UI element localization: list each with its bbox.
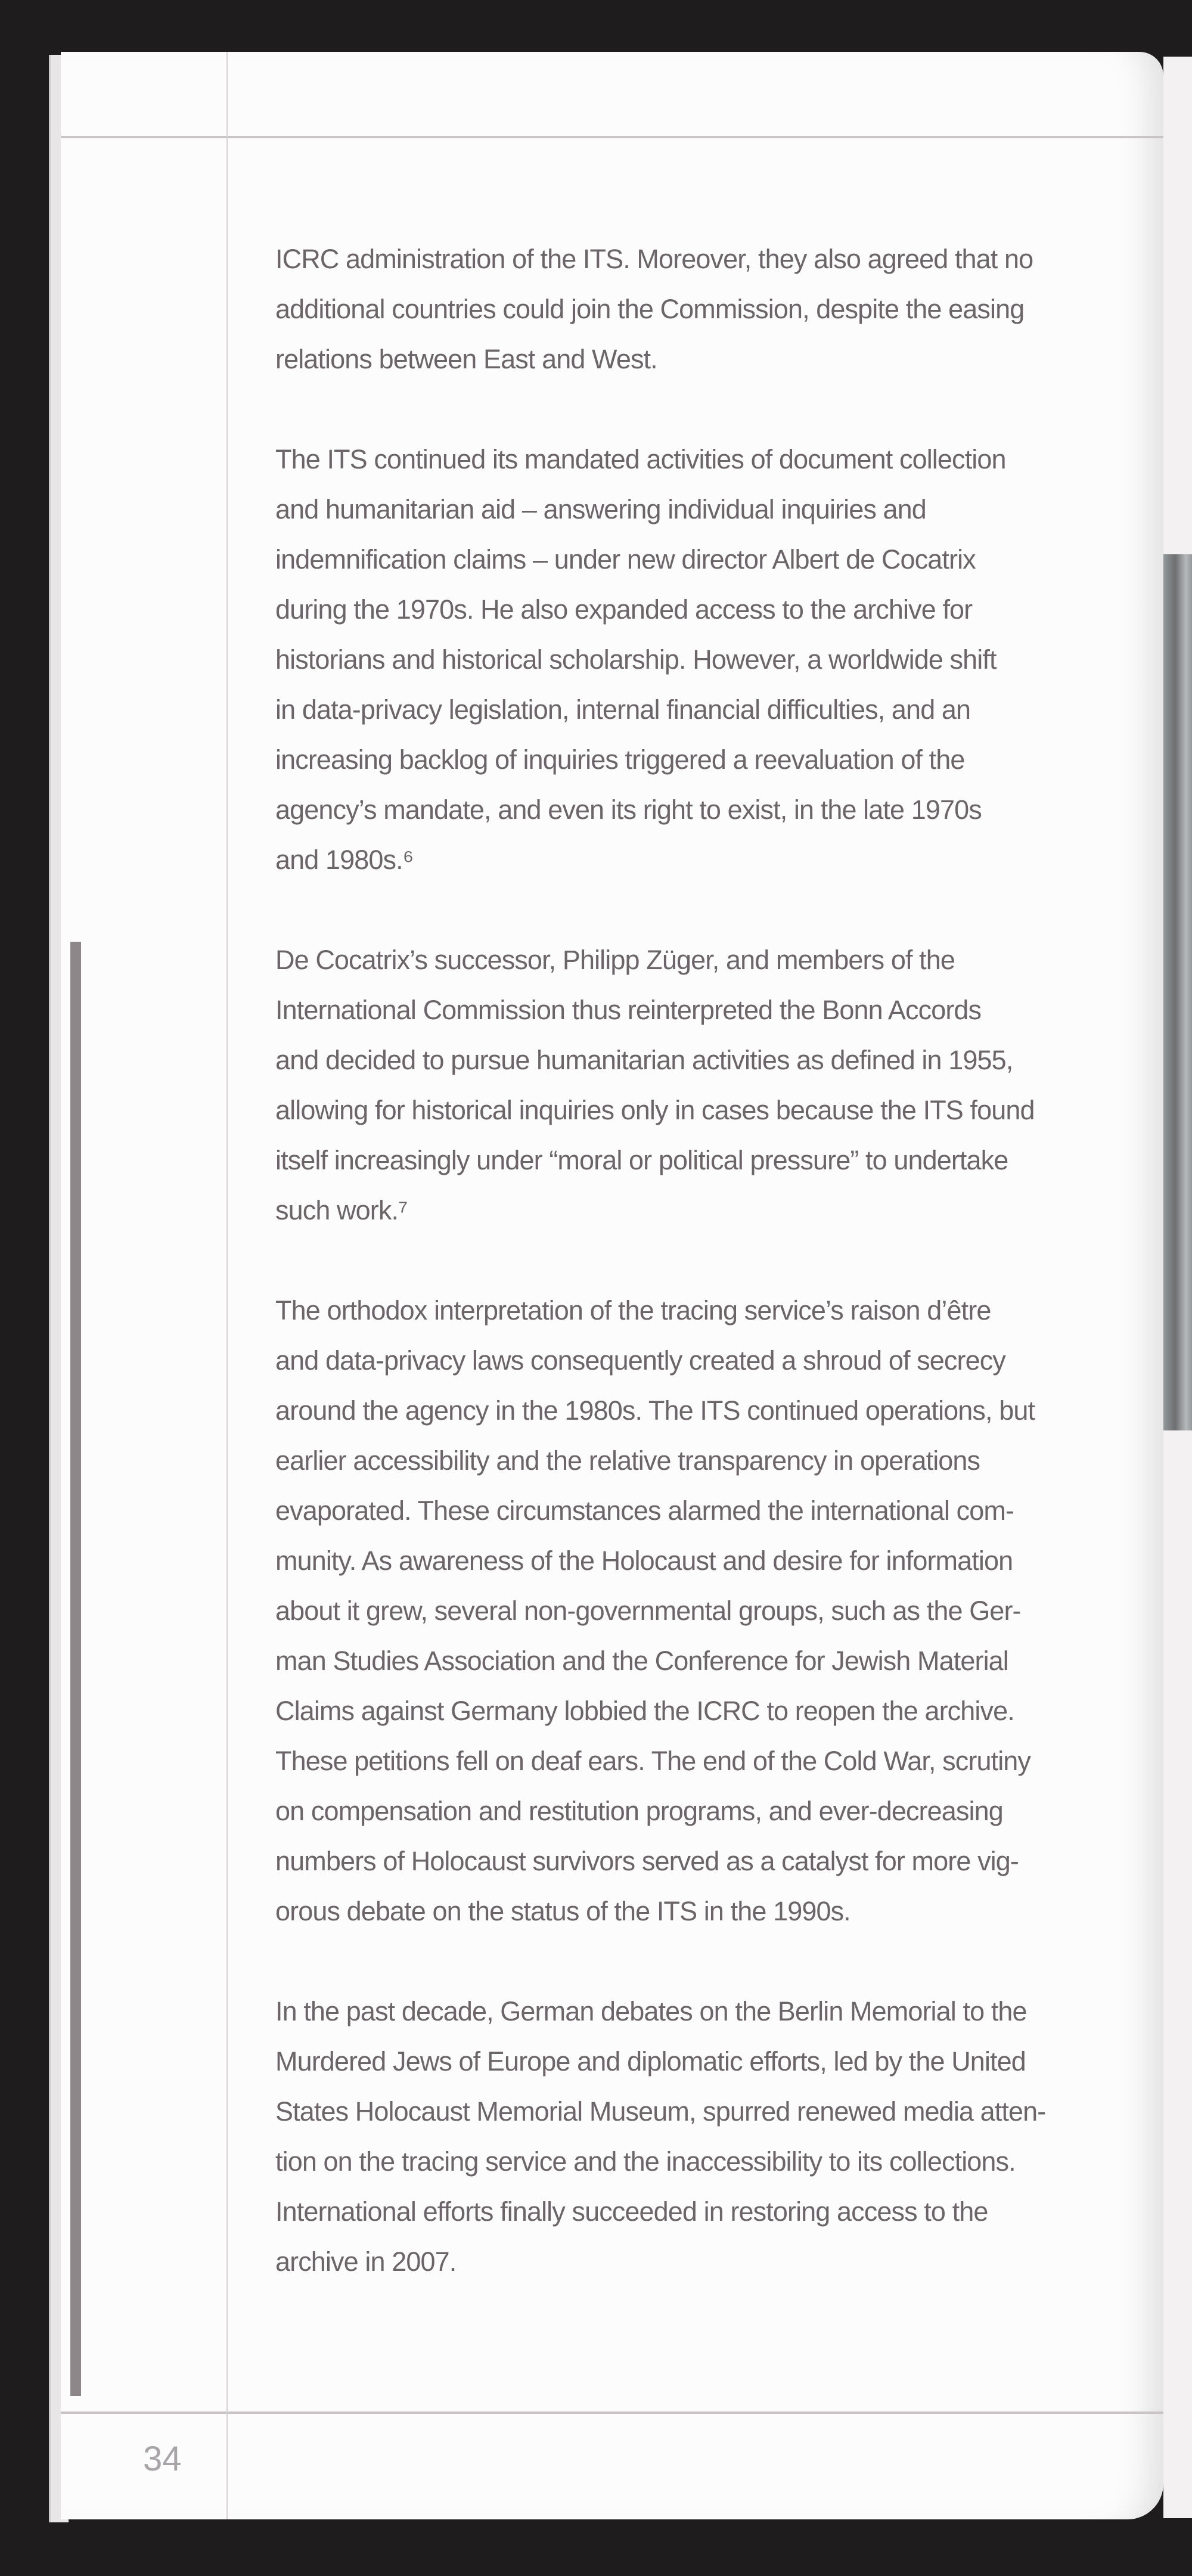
text-line: additional countries could join the Commission, despite the easing [275, 294, 1025, 324]
page-edge-shade [70, 942, 81, 2396]
text-line: around the agency in the 1980s. The ITS continued operations, but [275, 1395, 1035, 1426]
body-text [275, 234, 1157, 2337]
text-line: ICRC administration of the ITS. Moreover, they also agreed that no [275, 244, 1033, 274]
text-line: earlier accessibility and the relative transparency in operations [275, 1445, 980, 1476]
text-line: In the past decade, German debates on the Berlin Memorial to the [275, 1996, 1027, 2026]
page-number: 34 [143, 2440, 182, 2478]
text-line: increasing backlog of inquiries triggered a reevaluation of the [275, 744, 965, 775]
margin-rule [226, 52, 228, 2519]
text-line: historians and historical scholarship. However, a worldwide shift [275, 644, 997, 675]
paragraph [275, 1987, 1157, 2287]
facing-page-photo [1161, 554, 1192, 1430]
text-line: De Cocatrix’s successor, Philipp Züger, and members of the [275, 945, 955, 975]
text-line: munity. As awareness of the Holocaust and desire for information [275, 1545, 1013, 1576]
text-line: International efforts finally succeeded in restoring access to the [275, 2196, 988, 2227]
text-line: during the 1970s. He also expanded access to the archive for [275, 594, 973, 625]
text-line: evaporated. These circumstances alarmed the international com- [275, 1495, 1014, 1526]
text-line: and decided to pursue humanitarian activities as defined in 1955, [275, 1045, 1013, 1075]
text-line: on compensation and restitution programs, and ever-decreasing [275, 1796, 1003, 1826]
text-line: tion on the tracing service and the inaccessibility to its collections. [275, 2146, 1016, 2177]
text-line: and humanitarian aid – answering individual inquiries and [275, 494, 926, 524]
text-line: archive in 2007. [275, 2246, 457, 2277]
text-line: such work.⁷ [275, 1195, 408, 1225]
paragraph [275, 1286, 1157, 1936]
text-line: relations between East and West. [275, 344, 657, 374]
text-line: Claims against Germany lobbied the ICRC to reopen the archive. [275, 1696, 1014, 1726]
paragraph [275, 935, 1157, 1236]
text-line: The orthodox interpretation of the tracing service’s raison d’être [275, 1295, 991, 1326]
text-line: allowing for historical inquiries only in cases because the ITS found [275, 1095, 1035, 1125]
text-line: numbers of Holocaust survivors served as a catalyst for more vig- [275, 1846, 1019, 1876]
text-line: and 1980s.⁶ [275, 845, 414, 875]
text-line: indemnification claims – under new director Albert de Cocatrix [275, 544, 976, 575]
text-line: agency’s mandate, and even its right to exist, in the late 1970s [275, 794, 982, 825]
text-line: The ITS continued its mandated activities of document collection [275, 444, 1006, 474]
text-line: These petitions fell on deaf ears. The end of the Cold War, scrutiny [275, 1746, 1031, 1776]
text-line: orous debate on the status of the ITS in the 1990s. [275, 1896, 850, 1926]
text-line: States Holocaust Memorial Museum, spurred renewed media atten- [275, 2096, 1046, 2127]
text-line: itself increasingly under “moral or political pressure” to undertake [275, 1145, 1008, 1175]
paragraph [275, 234, 1157, 384]
text-line: and data-privacy laws consequently created a shroud of secrecy [275, 1345, 1005, 1376]
text-line: about it grew, several non-governmental groups, such as the Ger- [275, 1596, 1021, 1626]
text-line: International Commission thus reinterpreted the Bonn Accords [275, 995, 982, 1025]
text-line: in data-privacy legislation, internal financial difficulties, and an [275, 694, 971, 725]
text-line: man Studies Association and the Conference for Jewish Material [275, 1646, 1008, 1676]
paragraph [275, 434, 1157, 885]
text-line: Murdered Jews of Europe and diplomatic efforts, led by the United [275, 2046, 1026, 2077]
